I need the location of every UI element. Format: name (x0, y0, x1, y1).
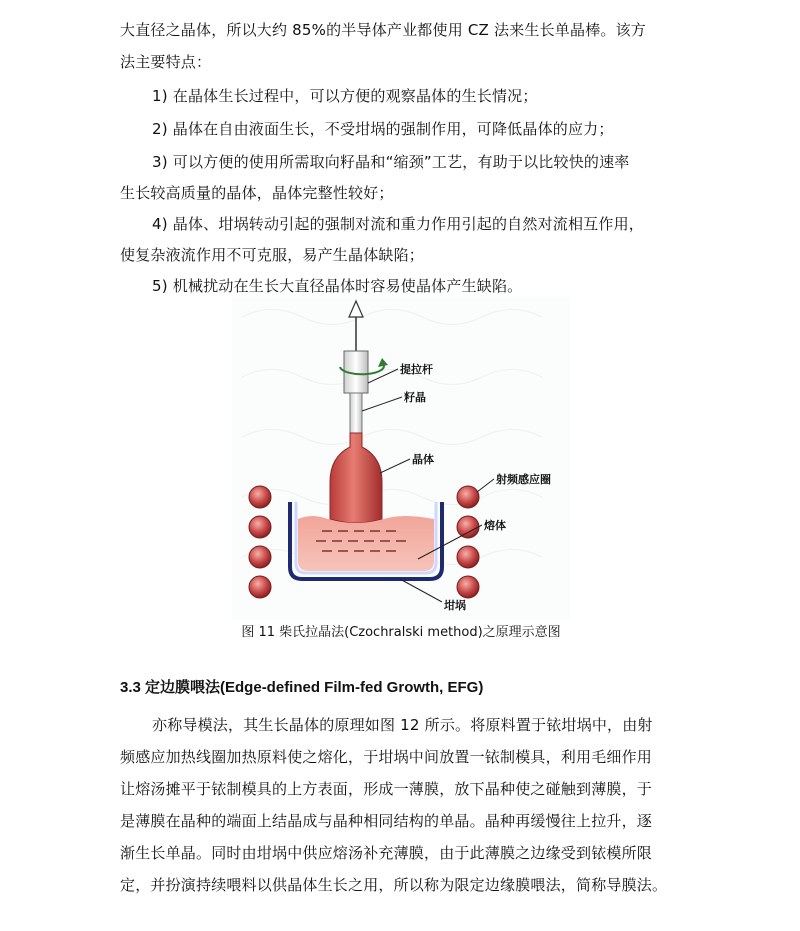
feature-1: 1) 在晶体生长过程中，可以方便的观察晶体的生长情况； (152, 87, 538, 105)
label-melt: 熔体 (484, 519, 506, 532)
czochralski-diagram (232, 297, 570, 619)
efg-line-2: 频感应加热线圈加热原料使之熔化，于坩埚中间放置一铱制模具，利用毛细作用 (120, 748, 653, 766)
efg-line-3: 让熔汤摊平于铱制模具的上方表面，形成一薄膜，放下晶种使之碰触到薄膜，于 (120, 780, 653, 798)
seed-crystal (350, 393, 362, 433)
feature-4-cont: 使复杂液流作用不可克服，易产生晶体缺陷； (120, 246, 425, 264)
efg-line-4: 是薄膜在晶种的端面上结晶成与晶种相同结构的单晶。晶种再缓慢往上拉升，逐 (120, 812, 653, 830)
label-pull-rod: 提拉杆 (400, 363, 433, 376)
feature-2: 2) 晶体在自由液面生长，不受坩埚的强制作用，可降低晶体的应力； (152, 120, 614, 138)
label-crystal: 晶体 (412, 453, 434, 466)
efg-line-5: 渐生长单晶。同时由坩埚中供应熔汤补充薄膜，由于此薄膜之边缘受到铱模所限 (120, 844, 653, 862)
intro-line-2: 法主要特点： (120, 53, 212, 71)
figure-caption: 图 11 柴氏拉晶法(Czochralski method)之原理示意图 (241, 625, 561, 640)
section-heading: 3.3 定边膜喂法(Edge-defined Film-fed Growth, EFG) (120, 679, 484, 696)
melt (298, 516, 434, 571)
label-crucible: 坩埚 (444, 599, 466, 612)
feature-4: 4) 晶体、坩埚转动引起的强制对流和重力作用引起的自然对流相互作用， (152, 215, 644, 233)
intro-line-1: 大直径之晶体，所以大约 85%的半导体产业都使用 CZ 法来生长单晶棒。该方 (120, 21, 646, 39)
label-rf-coil: 射频感应圈 (496, 473, 551, 486)
feature-3-cont: 生长较高质量的晶体，晶体完整性较好； (120, 184, 394, 202)
label-seed: 籽晶 (404, 391, 426, 404)
efg-line-6: 定，并扮演持续喂料以供晶体生长之用，所以称为限定边缘膜喂法，简称导膜法。 (120, 876, 668, 894)
feature-3: 3) 可以方便的使用所需取向籽晶和“缩颈”工艺，有助于以比较快的速率 (152, 153, 630, 171)
efg-line-1: 亦称导模法，其生长晶体的原理如图 12 所示。将原料置于铱坩埚中，由射 (152, 716, 653, 734)
feature-5: 5) 机械扰动在生长大直径晶体时容易使晶体产生缺陷。 (152, 277, 523, 295)
